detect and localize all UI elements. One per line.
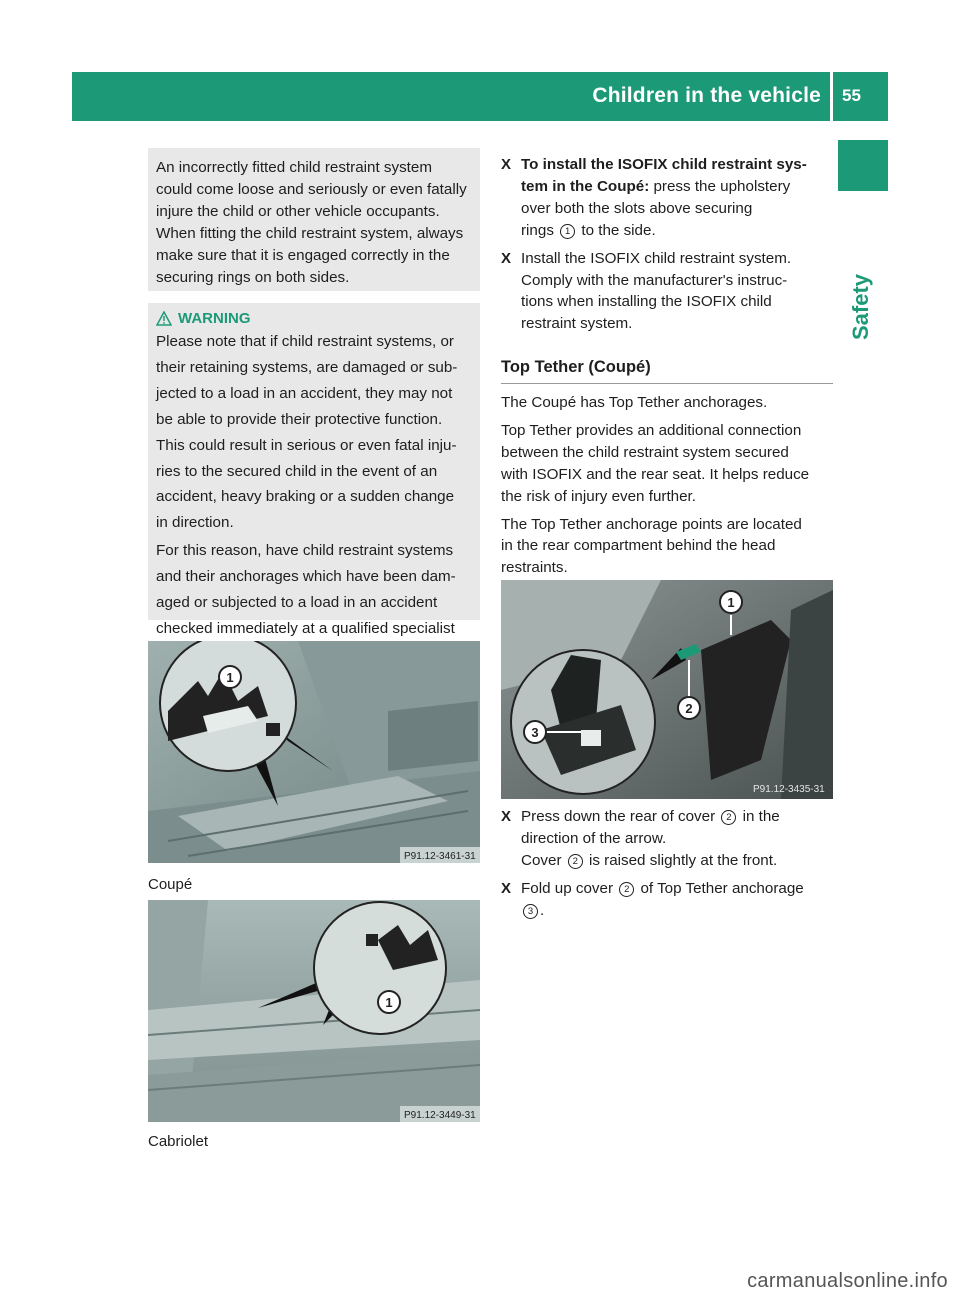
warning-line: checked immediately at a qualified specialist — [156, 619, 455, 637]
section-line: with ISOFIX and the rear seat. It helps reduce — [501, 465, 810, 483]
side-color-block — [838, 140, 888, 191]
side-tab-label: Safety — [848, 273, 873, 341]
step-arrow-icon: X — [501, 249, 512, 267]
info-line: could come loose and seriously or even fatally — [156, 180, 467, 198]
warning-line: Please note that if child restraint systems, or — [156, 333, 454, 350]
warning-paragraph-1 — [156, 331, 472, 534]
side-tab — [836, 262, 886, 352]
callout-number: 3 — [531, 725, 539, 740]
caption-cabriolet: Cabriolet — [148, 1133, 209, 1150]
step-install-isofix — [501, 248, 835, 336]
step-arrow-icon: X — [501, 156, 512, 173]
caption-coupe: Coupé — [148, 876, 193, 893]
coupe-seat-figure — [148, 641, 480, 863]
step-text: is raised slightly at the front. — [584, 851, 778, 869]
step-text: to the side. — [577, 221, 656, 239]
callout-number: 1 — [226, 670, 234, 685]
warning-label: WARNING — [178, 310, 251, 327]
callout-number: 1 — [385, 995, 393, 1010]
step-text: press the upholstery — [649, 177, 791, 195]
warning-line: jected to a load in an accident, they may not — [156, 384, 453, 402]
warning-box — [148, 303, 480, 637]
section-line: the risk of injury even further. — [501, 487, 696, 505]
steps-isofix — [501, 154, 835, 335]
info-line: make sure that it is engaged correctly in the — [156, 246, 450, 264]
warning-line: For this reason, have child restraint systems — [156, 542, 454, 560]
warning-line: accident, heavy braking or a sudden change — [156, 488, 455, 506]
callout-number: 2 — [685, 701, 693, 716]
section-paragraph: The Coupé has Top Tether anchorages. — [501, 394, 768, 411]
section-line: restraints. — [501, 559, 568, 577]
step-text: of Top Tether anchorage — [636, 879, 804, 897]
step-text: Cover — [521, 851, 566, 869]
step-bold: tem in the Coupé: — [521, 177, 650, 195]
section-line: in the rear compartment behind the head — [501, 537, 776, 555]
watermark: carmanualsonline.info — [747, 1270, 948, 1292]
step-text: direction of the arrow. — [521, 829, 667, 847]
warning-line: aged or subjected to a load in an accident — [156, 594, 438, 612]
step-text: . — [540, 901, 545, 919]
warning-line: be able to provide their protective function. — [156, 410, 443, 428]
warning-triangle-icon — [156, 311, 172, 326]
section-paragraph — [501, 514, 835, 580]
section-line: Top Tether provides an additional connection — [501, 421, 802, 439]
info-line: When fitting the child restraint system, always — [156, 224, 464, 242]
chapter-title: Children in the vehicle — [592, 84, 821, 107]
ref-number: 2 — [721, 810, 736, 825]
section-title: Top Tether (Coupé) — [501, 358, 833, 384]
callout-number: 1 — [727, 595, 735, 610]
header-separator — [830, 72, 833, 121]
top-tether-figure — [501, 580, 833, 799]
step-text: rings — [521, 221, 559, 239]
section-body — [501, 392, 835, 585]
step-text: restraint system. — [521, 315, 633, 333]
warning-line: their retaining systems, are damaged or sub- — [156, 358, 458, 376]
step-text: Press down the rear of cover — [521, 808, 720, 825]
section-paragraph — [501, 420, 835, 508]
ref-number: 2 — [619, 882, 634, 897]
step-text: in the — [738, 808, 780, 825]
step-text: Install the ISOFIX child restraint system. — [521, 249, 792, 267]
figure-code: P91.12-3461-31 — [404, 851, 476, 862]
page-number: 55 — [842, 86, 861, 105]
info-line: An incorrectly fitted child restraint system — [156, 159, 433, 176]
step-arrow-icon: X — [501, 808, 512, 825]
steps-top-tether — [501, 806, 835, 922]
ref-number: 1 — [560, 224, 575, 239]
warning-line: and their anchorages which have been dam- — [156, 568, 456, 586]
step-press-cover — [501, 806, 835, 872]
step-text: Comply with the manufacturer's instruc- — [521, 271, 788, 289]
figure-code: P91.12-3449-31 — [404, 1110, 476, 1121]
info-box — [148, 148, 480, 291]
ref-number: 2 — [568, 854, 583, 869]
step-bold: To install the ISOFIX child restraint sys- — [521, 156, 807, 173]
info-line: securing rings on both sides. — [156, 268, 350, 286]
section-line: The Top Tether anchorage points are located — [501, 515, 802, 533]
step-text: Fold up cover — [521, 879, 618, 897]
info-line: injure the child or other vehicle occupants. — [156, 202, 440, 220]
warning-heading — [156, 310, 472, 327]
warning-line: ries to the secured child in the event of an — [156, 462, 438, 480]
step-text: tions when installing the ISOFIX child — [521, 293, 772, 311]
section-line: between the child restraint system secured — [501, 443, 789, 461]
ref-number: 3 — [523, 904, 538, 919]
figure-code: P91.12-3435-31 — [753, 784, 825, 795]
warning-line: This could result in serious or even fatal inju- — [156, 436, 457, 454]
cabriolet-seat-figure — [148, 900, 480, 1122]
step-arrow-icon: X — [501, 879, 512, 897]
step-install-coupe — [501, 154, 835, 242]
warning-line: in direction. — [156, 514, 234, 532]
step-fold-cover — [501, 878, 835, 922]
step-text: over both the slots above securing — [521, 199, 753, 217]
